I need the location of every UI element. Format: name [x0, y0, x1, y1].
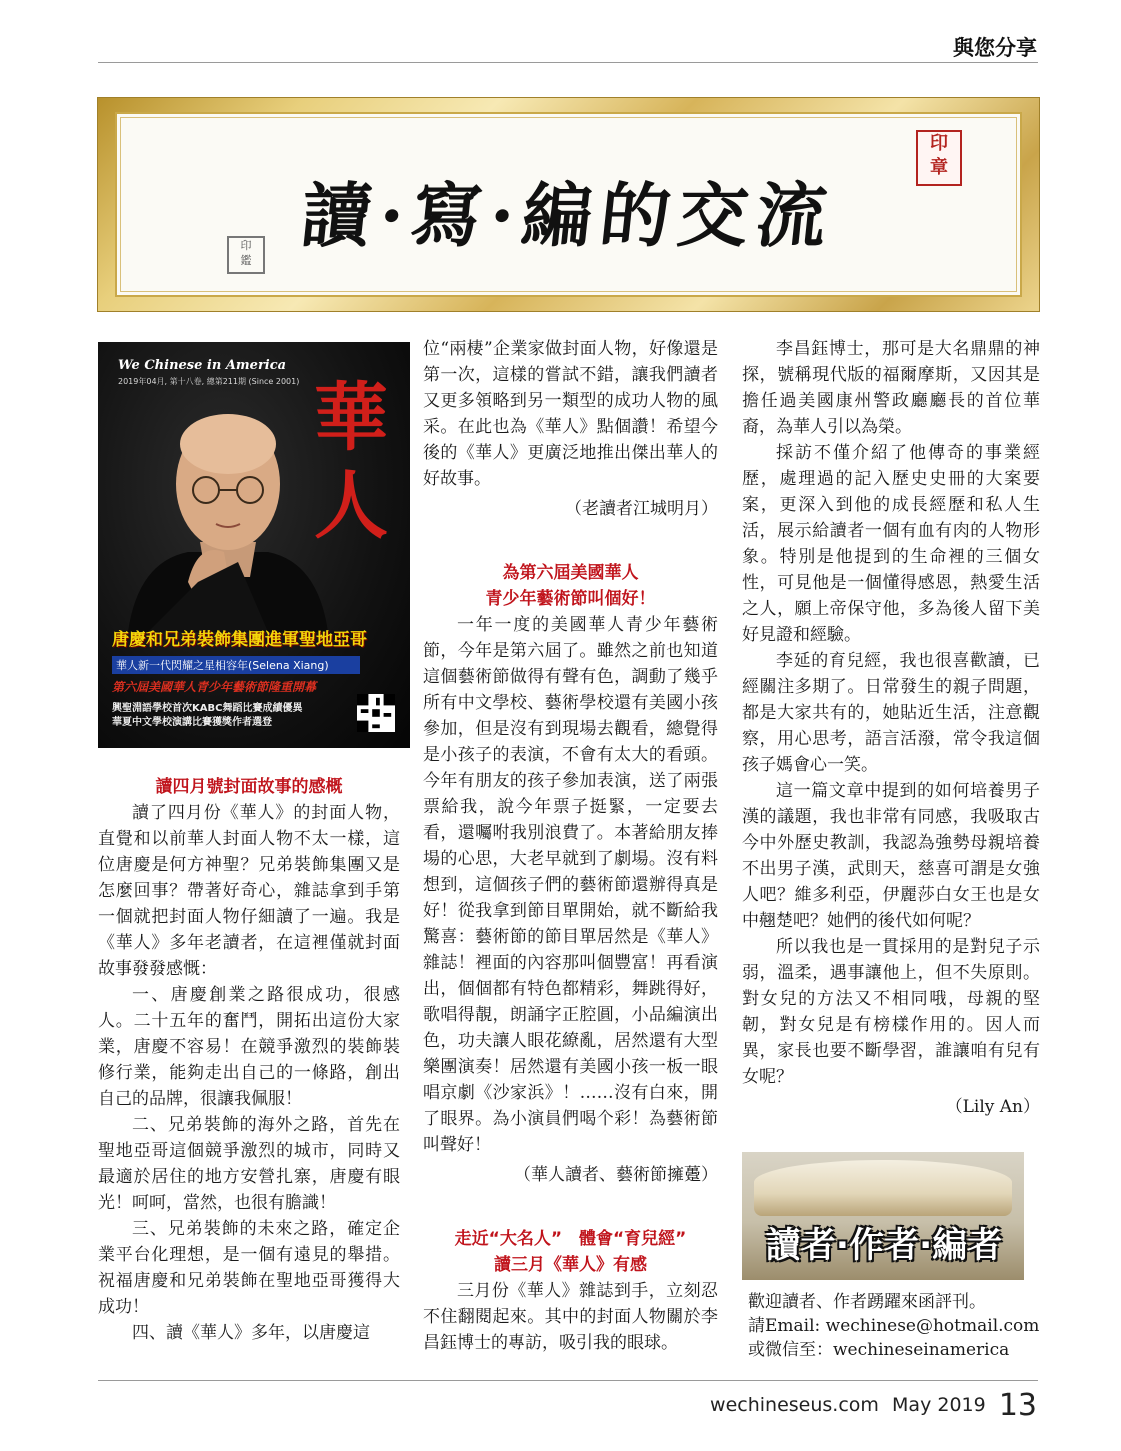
- article-column-3: [742, 336, 1040, 1120]
- article-paragraph: 一年一度的美國華人青少年藝術節，今年是第六屆了。雖然之前也知道這個藝術節做得有聲有色，調動了幾乎所有中文學校、藝術學校還有美國小孩參加，但是沒有到現場去觀看，總覺得是小孩子的表演，不會有太大的看頭。今年有朋友的孩子參加表演，送了兩張票給我，說今年票子挺緊，一定要去看，還囑咐我別浪費了。本著給朋友捧場的心思，大老早就到了劇場。沒有料想到，這個孩子們的藝術節還辦得真是好！從我拿到節目單開始，就不斷給我驚喜：藝術節的節目單居然是《華人》雜誌！裡面的內容那叫個豐富！再看演出，個個都有特色都精彩，舞跳得好，歌唱得靚，朗誦字正腔圓，小品編演出色，功夫讓人眼花繚亂，居然還有大型樂團演奏！居然還有美國小孩一板一眼唱京劇《沙家浜》！……沒有白來，開了眼界。為小演員們喝个彩！為藝術節叫聲好！: [423, 615, 718, 1155]
- magazine-cover: [98, 342, 410, 748]
- cover-issue: 2019年04月, 第十八卷, 總第211期 (Since 2001): [118, 377, 300, 386]
- cover-line: 華夏中文學校演講比賽獲獎作者選登: [112, 717, 272, 728]
- article-paragraph: 這一篇文章中提到的如何培養男子漢的議題，我也非常有同感，我吸取古今中外歷史教訓，我認為強勢母親培養不出男子漢，武則天，慈喜可謂是女強人吧？維多利亞，伊麗莎白女王也是女中翹楚吧？她們的後代如何呢？: [742, 781, 1040, 931]
- article-paragraph: 讀了四月份《華人》的封面人物，直覺和以前華人封面人物不太一樣，這位唐慶是何方神聖？兄弟裝飾集團又是怎麼回事？帶著好奇心，雜誌拿到手第一個就把封面人物仔細讀了一遍。我是《華人》多年老讀者，在這裡僅就封面故事發發感慨：: [98, 803, 400, 979]
- reader-writer-editor-box: [742, 1152, 1024, 1280]
- contact-note: [748, 1290, 1039, 1362]
- contact-email[interactable]: 請Email: wechinese@hotmail.com: [748, 1316, 1040, 1336]
- article-paragraph: 一、唐慶創業之路很成功，很感人。二十五年的奮鬥，開拓出這份大家業，唐慶不容易！在競爭激烈的裝飾裝修行業，能夠走出自己的一條路，創出自己的品牌，很讓我佩服！: [98, 985, 400, 1109]
- article-paragraph: 李昌鈺博士，那可是大名鼎鼎的神探，號稱現代版的福爾摩斯，又因其是擔任過美國康州警政廳廳長的首位華裔，為華人引以為榮。: [742, 339, 1040, 437]
- article-paragraph: 採訪不僅介紹了他傳奇的事業經歷，處理過的記入歷史史冊的大案要案，更深入到他的成長經歷和私人生活，展示給讀者一個有血有肉的人物形象。特別是他提到的生命裡的三個女性，可見他是一個懂得感恩，熱愛生活之人，願上帝保守他，多為後人留下美好見證和經驗。: [742, 443, 1040, 645]
- article-signature: （老讀者江城明月）: [565, 499, 718, 519]
- cover-title: [314, 374, 386, 550]
- gray-seal-icon: 印 鑑: [227, 236, 265, 274]
- banner-paper: [115, 112, 1022, 297]
- open-book-icon: [754, 1160, 1012, 1216]
- top-divider: [98, 62, 1038, 63]
- section-label: 與您分享: [953, 36, 1037, 60]
- article-headline: 青少年藝術節叫個好！: [485, 589, 656, 609]
- cover-title-char: 華: [314, 375, 388, 461]
- spacer: [423, 1188, 718, 1226]
- cover-subheadline: 華人新一代閃耀之星相容年(Selena Xiang): [112, 656, 360, 674]
- article-paragraph: 三、兄弟裝飾的未來之路，確定企業平台化理想，是一個有遠見的舉措。祝福唐慶和兄弟裝飾在聖地亞哥獲得大成功！: [98, 1219, 400, 1317]
- article-headline: 讀四月號封面故事的感概: [155, 777, 343, 797]
- contact-wechat[interactable]: 或微信至：wechineseinamerica: [748, 1340, 1010, 1360]
- spacer: [423, 522, 718, 560]
- article-paragraph: 三月份《華人》雜誌到手，立刻忍不住翻閱起來。其中的封面人物關於李昌鈺博士的專訪，吸引我的眼球。: [423, 1281, 718, 1353]
- cover-title-char: 人: [314, 463, 388, 549]
- cover-headline: 唐慶和兄弟裝飾集團進軍聖地亞哥: [112, 630, 367, 650]
- article-paragraph: 所以我也是一貫採用的是對兒子示弱，溫柔，遇事讓他上，但不失原則。對女兒的方法又不相同哦，母親的堅韌，對女兒是有榜樣作用的。因人而異，家長也要不斷學習，誰讓咱有兒有女呢？: [742, 937, 1040, 1087]
- cover-script-line: 第六屆美國華人青少年藝術節隆重開幕: [112, 680, 317, 694]
- article-headline: 讀三月《華人》有感: [494, 1255, 647, 1275]
- reader-box-label: 讀者·作者·編者: [765, 1226, 1003, 1266]
- page-number: 13: [998, 1388, 1037, 1423]
- banner-title: 讀·寫·編的交流: [297, 174, 839, 257]
- article-signature: （Lily An）: [945, 1097, 1040, 1117]
- article-paragraph: 四、讀《華人》多年，以唐慶這: [132, 1323, 370, 1343]
- cover-line: 興聖淵語學校首次KABC舞蹈比賽成績優異: [112, 703, 303, 714]
- article-paragraph: 位“兩棲”企業家做封面人物，好像還是第一次，這樣的嘗試不錯，讓我們讀者又更多領略到另一類型的成功人物的風采。在此也為《華人》點個讚！希望今後的《華人》更廣泛地推出傑出華人的好故事。: [423, 339, 718, 489]
- red-seal-icon: 印 章: [916, 130, 962, 186]
- article-column-1: [98, 774, 400, 1346]
- article-paragraph: 李延的育兒經，我也很喜歡讀，已經關注多期了。日常發生的親子問題，都是大家共有的，她貼近生活，注意觀察，用心思考，語言活潑，常令我這個孩子媽會心一笑。: [742, 651, 1040, 775]
- column-banner: [97, 97, 1040, 312]
- article-column-2: [423, 336, 718, 1356]
- article-signature: （華人讀者、藝術節擁躉）: [514, 1165, 718, 1185]
- footer-website[interactable]: wechineseus.com: [710, 1394, 879, 1416]
- footer-date: May 2019: [892, 1394, 986, 1416]
- qr-code-icon: [357, 694, 395, 732]
- page-footer: [710, 1388, 1037, 1423]
- cover-brand: We Chinese in America: [118, 358, 287, 373]
- contact-line: 歡迎讀者、作者踴躍來函評刊。: [748, 1292, 986, 1312]
- article-paragraph: 二、兄弟裝飾的海外之路，首先在聖地亞哥這個競爭激烈的城市，同時又最適於居住的地方安營扎寨，唐慶有眼光！呵呵，當然，也很有膽識！: [98, 1115, 400, 1213]
- bottom-divider: [98, 1380, 1038, 1381]
- cover-portrait: [128, 392, 328, 632]
- article-headline: 為第六屆美國華人: [502, 563, 639, 583]
- article-headline: 走近“大名人” 體會“育兒經”: [454, 1229, 687, 1249]
